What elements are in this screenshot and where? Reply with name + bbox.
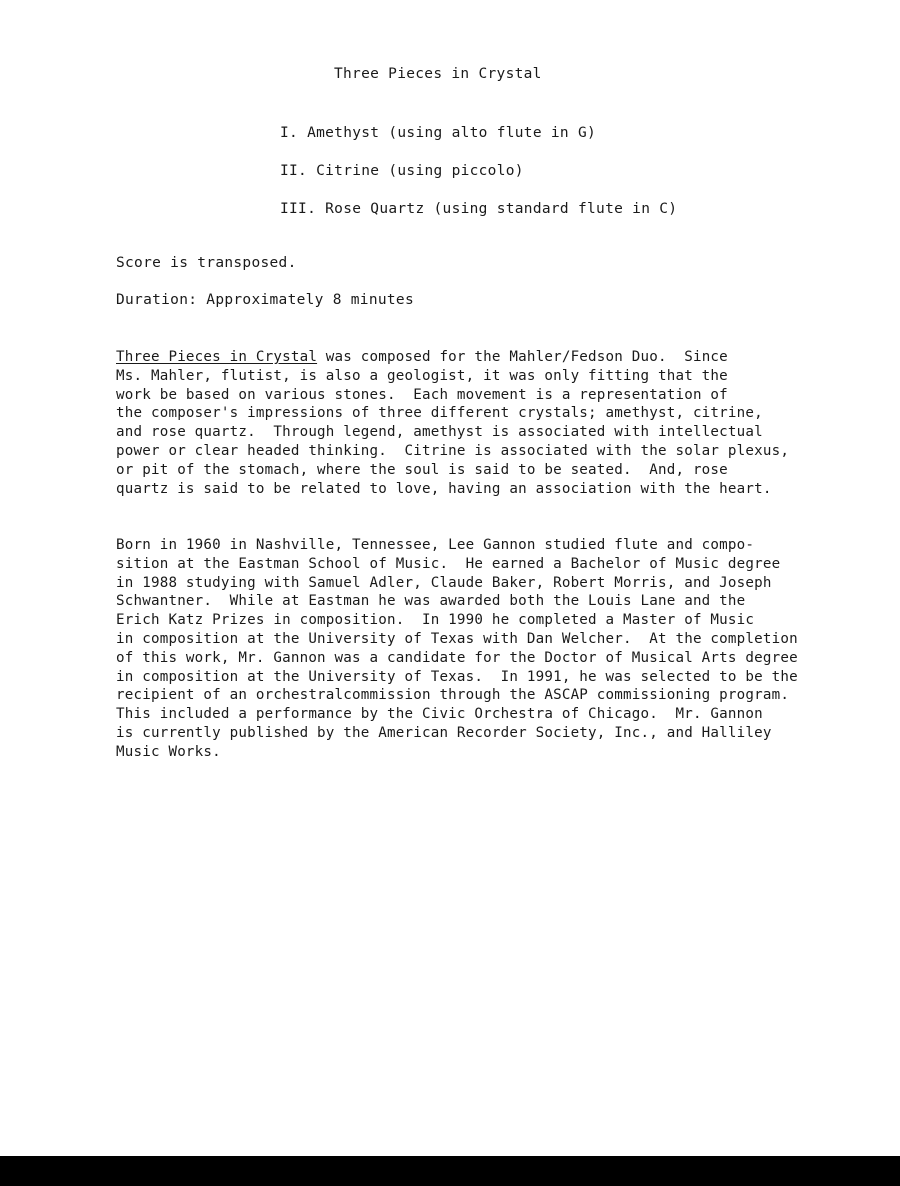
work-title-reference: Three Pieces in Crystal bbox=[116, 349, 318, 365]
biography-line: This included a performance by the Civic Orchestra of Chicago. Mr. Gannon bbox=[116, 706, 763, 723]
description-line: work be based on various stones. Each movement is a representation of bbox=[116, 386, 728, 403]
movement-item: III. Rose Quartz (using standard flute in C) bbox=[280, 201, 678, 217]
movement-list bbox=[280, 122, 677, 236]
score-note: Score is transposed. bbox=[116, 255, 297, 271]
description-line: quartz is said to be related to love, having an association with the heart. bbox=[116, 480, 772, 497]
movement-item: II. Citrine (using piccolo) bbox=[280, 163, 524, 179]
biography-line: in composition at the University of Texas with Dan Welcher. At the completion bbox=[116, 630, 798, 647]
biography-line: of this work, Mr. Gannon was a candidate for the Doctor of Musical Arts degree bbox=[116, 649, 798, 666]
movement-item: I. Amethyst (using alto flute in G) bbox=[280, 125, 597, 141]
duration-note: Duration: Approximately 8 minutes bbox=[116, 292, 414, 308]
biography-line: sition at the Eastman School of Music. He earned a Bachelor of Music degree bbox=[116, 555, 781, 572]
viewer-bottom-bar bbox=[0, 1156, 900, 1186]
biography-line: Music Works. bbox=[116, 743, 221, 760]
description-line: and rose quartz. Through legend, amethyst is associated with intellectual bbox=[116, 424, 763, 441]
biography-line: recipient of an orchestralcommission through the ASCAP commissioning program. bbox=[116, 687, 790, 704]
biography-line: is currently published by the American Recorder Society, Inc., and Halliley bbox=[116, 724, 772, 741]
description-line: power or clear headed thinking. Citrine is associated with the solar plexus, bbox=[116, 442, 790, 459]
biography-line: Schwantner. While at Eastman he was awarded both the Louis Lane and the bbox=[116, 593, 746, 610]
description-line: or pit of the stomach, where the soul is said to be seated. And, rose bbox=[116, 461, 728, 478]
description-line-text: was composed for the Mahler/Fedson Duo. Since bbox=[317, 349, 728, 365]
biography-paragraph bbox=[116, 536, 861, 762]
description-line: Ms. Mahler, flutist, is also a geologist, it was only fitting that the bbox=[116, 367, 728, 384]
description-line: the composer's impressions of three different crystals; amethyst, citrine, bbox=[116, 405, 763, 422]
description-first-line bbox=[116, 348, 861, 367]
biography-line: Born in 1960 in Nashville, Tennessee, Lee Gannon studied flute and compo- bbox=[116, 537, 755, 553]
biography-line: in composition at the University of Texas. In 1991, he was selected to be the bbox=[116, 668, 798, 685]
biography-line: Erich Katz Prizes in composition. In 1990 he completed a Master of Music bbox=[116, 612, 755, 629]
biography-line: in 1988 studying with Samuel Adler, Claude Baker, Robert Morris, and Joseph bbox=[116, 574, 772, 591]
description-paragraph bbox=[116, 348, 861, 498]
document-title: Three Pieces in Crystal bbox=[334, 66, 542, 82]
